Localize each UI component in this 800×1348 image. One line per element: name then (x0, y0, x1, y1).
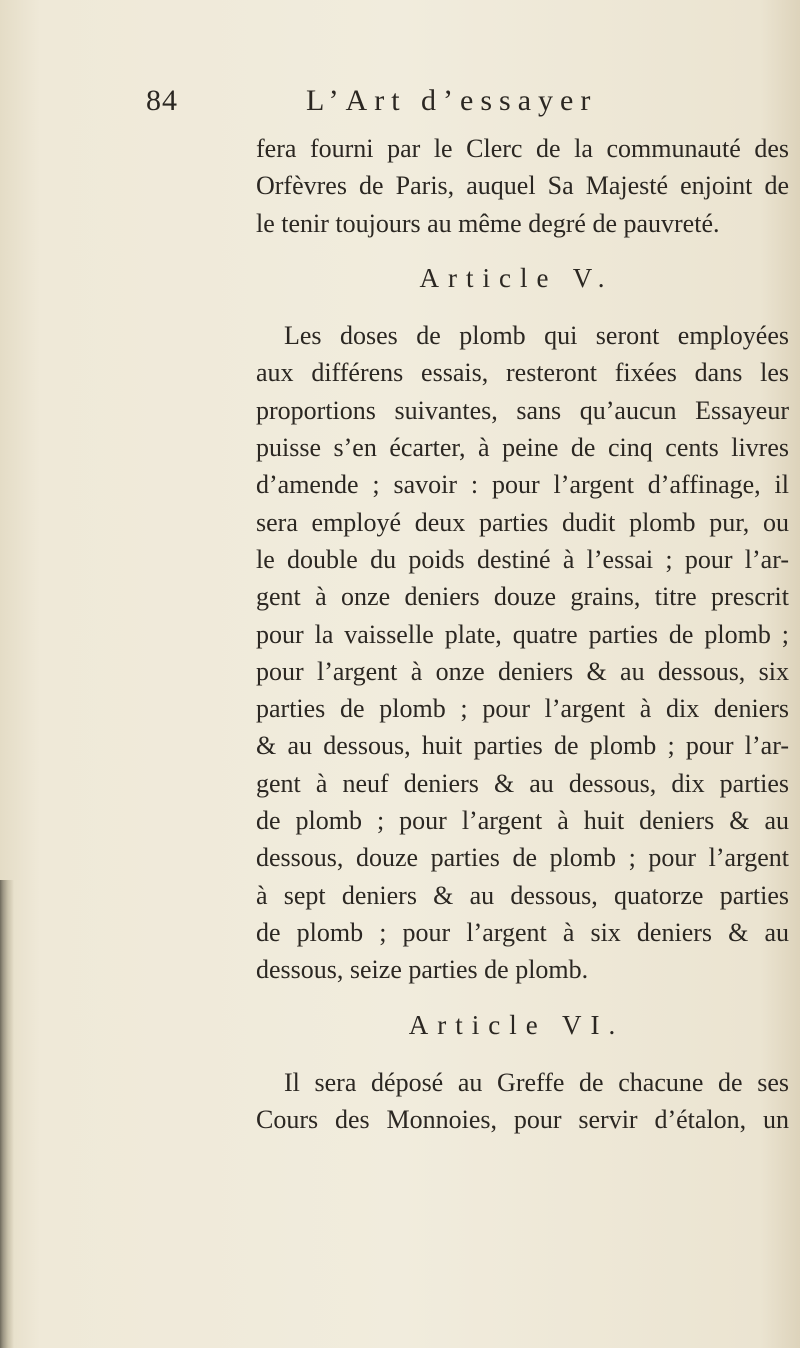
text-line: Orfèvres de Paris, auquel Sa Majesté enjoint de (256, 171, 789, 201)
text-line: proportions suivantes, sans qu’aucun Essayeur (256, 395, 789, 425)
page-number: 84 (146, 84, 178, 117)
text-line: pour la vaisselle plate, quatre parties de plomb ; (256, 619, 789, 649)
running-head (146, 76, 706, 126)
body-text (256, 130, 789, 1138)
text-line: Cours des Monnoies, pour servir d’étalon, un (256, 1105, 789, 1135)
text-line: Les doses de plomb qui seront employées (284, 321, 789, 351)
text-line: le double du poids destiné à l’essai ; pour l’ar- (256, 544, 789, 574)
text-line: Il sera déposé au Greffe de chacune de ses (284, 1067, 789, 1097)
text-line: dessous, douze parties de plomb ; pour l’argent (256, 843, 789, 873)
article-vi-heading: Article VI. (408, 1009, 625, 1040)
facing-page-edge (0, 880, 14, 1348)
text-line: de plomb ; pour l’argent à six deniers & au (256, 917, 789, 947)
text-line: à sept deniers & au dessous, quatorze parties (256, 880, 789, 910)
text-line: pour l’argent à onze deniers & au dessous, six (256, 656, 789, 686)
text-line: aux différens essais, resteront fixées dans les (256, 358, 789, 388)
article-v-heading: Article V. (419, 262, 614, 293)
text-line: dessous, seize parties de plomb. (256, 955, 589, 985)
text-line: le tenir toujours au même degré de pauvreté. (256, 208, 720, 238)
text-line: gent à neuf deniers & au dessous, dix parties (256, 768, 789, 798)
running-title: L’Art d’essayer (306, 84, 598, 117)
text-line: puisse s’en écarter, à peine de cinq cents livres (256, 433, 789, 463)
text-line: sera employé deux parties dudit plomb pur, ou (256, 507, 789, 537)
text-line: d’amende ; savoir : pour l’argent d’affinage, il (256, 470, 789, 500)
text-line: fera fourni par le Clerc de la communauté des (256, 134, 789, 163)
text-line: de plomb ; pour l’argent à huit deniers & au (256, 806, 789, 836)
text-line: parties de plomb ; pour l’argent à dix deniers (256, 694, 789, 724)
text-line: & au dessous, huit parties de plomb ; pour l’ar- (256, 731, 789, 761)
text-line: gent à onze deniers douze grains, titre prescrit (256, 582, 789, 612)
